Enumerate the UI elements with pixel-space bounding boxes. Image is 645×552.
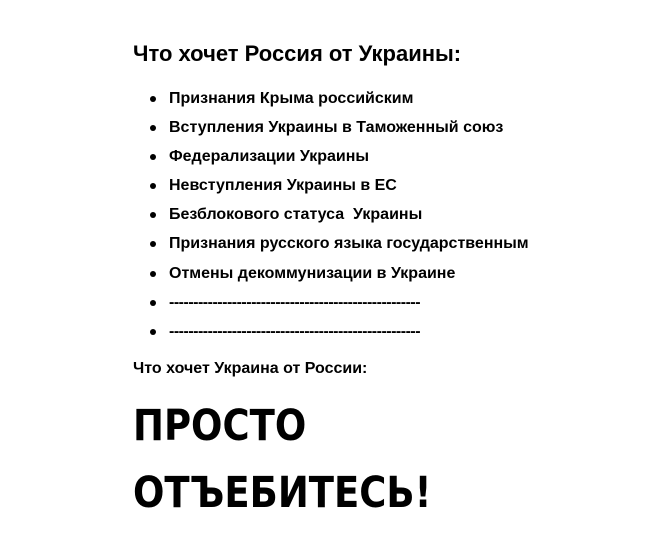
answer-line-1: ПРОСТО <box>133 401 307 451</box>
bullet-icon <box>150 271 156 277</box>
demands-list <box>150 88 529 350</box>
list-item-placeholder: ---------------------------------------------------- <box>169 322 421 340</box>
list-item-text: Федерализации Украины <box>169 148 370 166</box>
answer-line-2: ОТЪЕБИТЕСЬ! <box>133 468 432 518</box>
bullet-icon <box>150 154 156 160</box>
list-item-text: Отмены декоммунизации в Украине <box>169 264 456 282</box>
list-item <box>150 88 529 117</box>
bullet-icon <box>150 212 156 218</box>
bullet-icon <box>150 96 156 102</box>
list-item <box>150 175 529 204</box>
bullet-icon <box>150 183 156 189</box>
bullet-icon <box>150 125 156 131</box>
list-item <box>150 146 529 175</box>
bullet-icon <box>150 241 156 247</box>
list-item <box>150 292 529 321</box>
bullet-icon <box>150 300 156 306</box>
page-title: Что хочет Россия от Украины: <box>133 41 462 66</box>
list-item-text: Безблокового статуса Украины <box>169 206 423 224</box>
list-item <box>150 117 529 146</box>
list-item-text: Вступления Украины в Таможенный союз <box>169 119 504 137</box>
bullet-icon <box>150 329 156 335</box>
list-item-text: Признания Крыма российским <box>169 90 414 107</box>
list-item <box>150 204 529 233</box>
list-item-text: Признания русского языка государственным <box>169 235 529 253</box>
list-item <box>150 263 529 292</box>
list-item <box>150 233 529 262</box>
list-item-text: Невступления Украины в ЕС <box>169 177 397 195</box>
list-item <box>150 321 529 350</box>
subheading: Что хочет Украина от России: <box>133 360 368 377</box>
list-item-placeholder: ---------------------------------------------------- <box>169 293 421 311</box>
